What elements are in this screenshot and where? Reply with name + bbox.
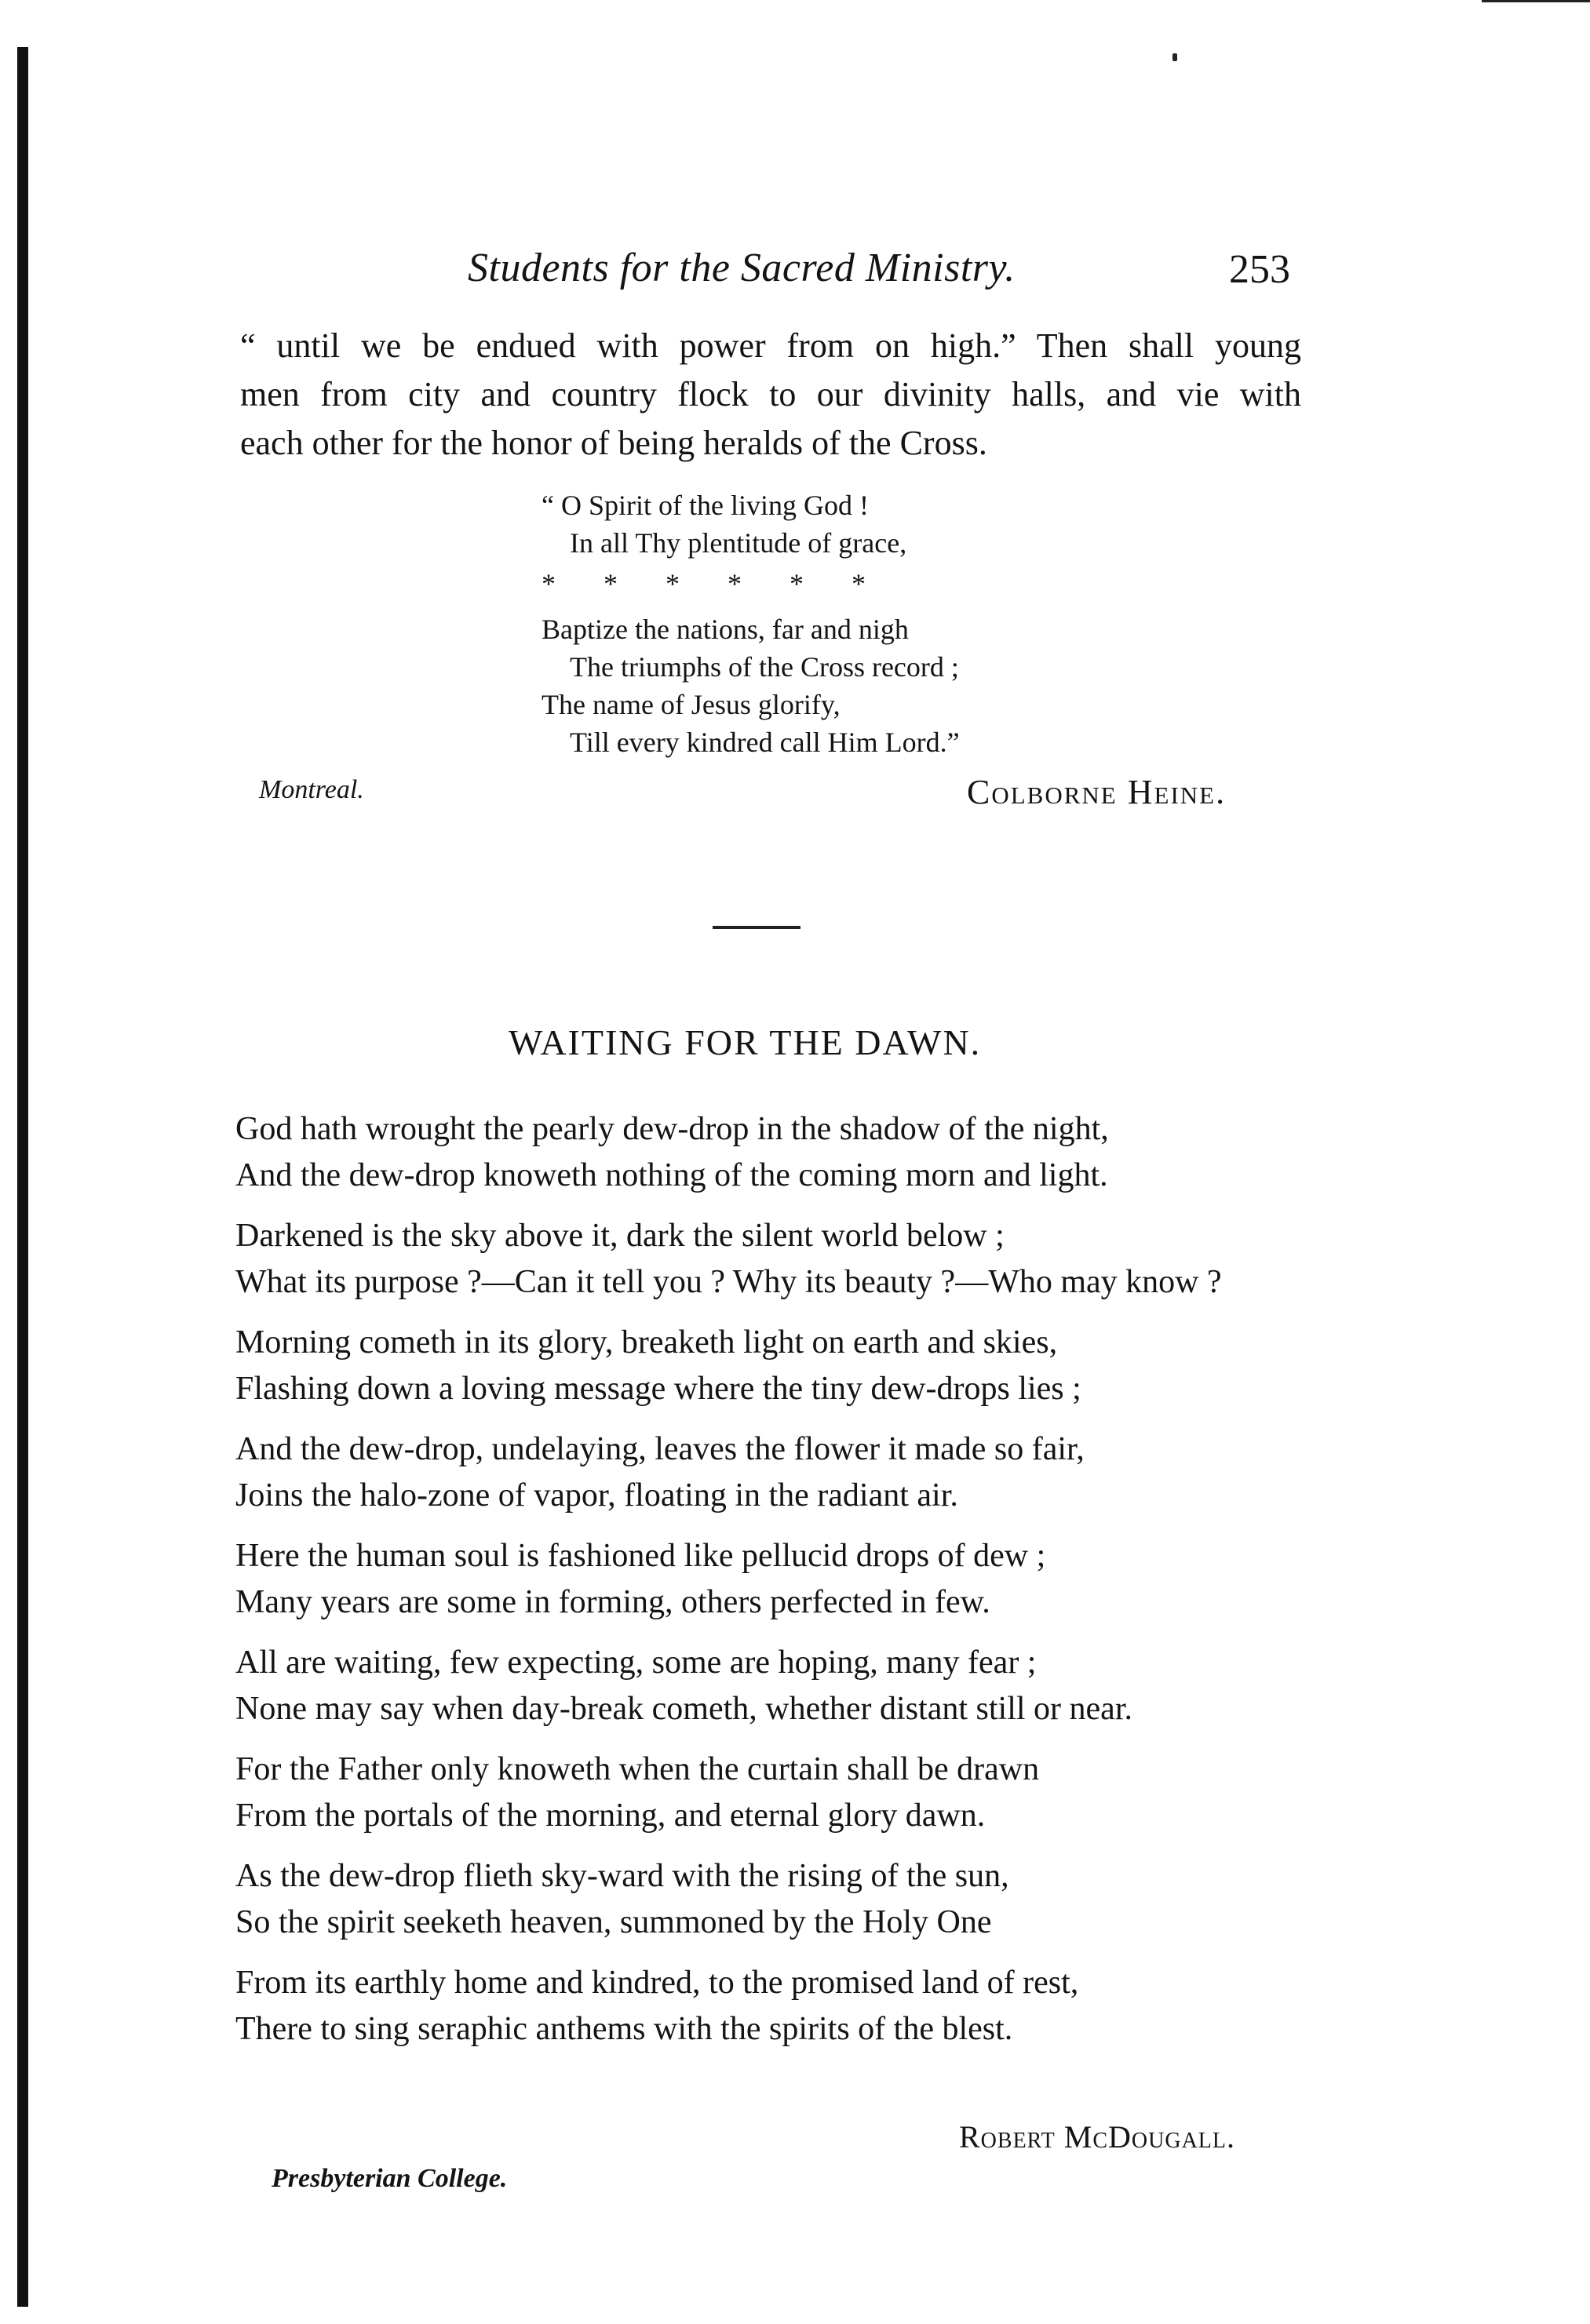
opening-paragraph: [240, 322, 1301, 468]
paragraph-line: each other for the honor of being heralds of the Cross.: [240, 424, 987, 462]
poem-line: None may say when day-break cometh, whether distant still or near.: [235, 1691, 1132, 1727]
poem-line: From the portals of the morning, and eternal glory dawn.: [235, 1798, 986, 1834]
poem-line: And the dew-drop, undelaying, leaves the flower it made so fair,: [235, 1431, 1085, 1467]
poem-stanza: [235, 1640, 1222, 1732]
poem-stanza: [235, 1960, 1222, 2053]
verse-line: The triumphs of the Cross record ;: [570, 651, 959, 683]
poem-stanza: [235, 1426, 1222, 1519]
poem-stanza: [235, 1106, 1222, 1199]
verse-line: Baptize the nations, far and nigh: [542, 614, 909, 645]
verse-line: In all Thy plentitude of grace,: [570, 527, 907, 559]
verse-ellipsis-stars: * * * * * *: [542, 568, 866, 599]
poem-line: There to sing seraphic anthems with the spirits of the blest.: [235, 2011, 1013, 2047]
poem-line: Darkened is the sky above it, dark the silent world below ;: [235, 1218, 1005, 1254]
verse-line: “ O Spirit of the living God !: [542, 490, 869, 521]
poem-stanza: [235, 1533, 1222, 1626]
signature-author-mcdougall: Robert McDougall.: [959, 2119, 1235, 2155]
poem-title: WAITING FOR THE DAWN.: [509, 1022, 982, 1062]
paragraph-line: men from city and country flock to our divinity halls, and vie with: [240, 375, 1301, 413]
poem-line: Joins the halo-zone of vapor, floating in the radiant air.: [235, 1477, 958, 1514]
poem-stanza: [235, 1853, 1222, 1946]
poem-stanza: [235, 1213, 1222, 1306]
hymn-quotation: [542, 486, 960, 761]
poem-line: And the dew-drop knoweth nothing of the coming morn and light.: [235, 1157, 1108, 1193]
scan-edge-bar: [17, 47, 28, 2307]
poem-line: So the spirit seeketh heaven, summoned by the Holy One: [235, 1904, 992, 1940]
running-title: Students for the Sacred Ministry.: [468, 246, 1016, 290]
poem-line: What its purpose ?—Can it tell you ? Why its beauty ?—Who may know ?: [235, 1264, 1222, 1300]
poem-line: From its earthly home and kindred, to the promised land of rest,: [235, 1965, 1079, 2001]
poem-body: [235, 1106, 1222, 2067]
section-divider: [713, 926, 800, 929]
signature-place-montreal: Montreal.: [259, 775, 364, 804]
paragraph-line: “ until we be endued with power from on high.” Then shall young: [240, 326, 1301, 365]
poem-line: Many years are some in forming, others perfected in few.: [235, 1584, 990, 1620]
poem-line: For the Father only knoweth when the curtain shall be drawn: [235, 1751, 1040, 1787]
signature-place-college: Presbyterian College.: [272, 2164, 508, 2193]
page-number: 253: [1229, 247, 1290, 292]
scan-corner-mark: [1482, 0, 1590, 15]
ink-speck: [1172, 53, 1177, 61]
poem-line: Here the human soul is fashioned like pellucid drops of dew ;: [235, 1538, 1046, 1574]
poem-line: All are waiting, few expecting, some are hoping, many fear ;: [235, 1645, 1037, 1681]
verse-line: The name of Jesus glorify,: [542, 689, 841, 720]
signature-author-heine: Colborne Heine.: [967, 773, 1227, 811]
poem-line: God hath wrought the pearly dew-drop in the shadow of the night,: [235, 1111, 1109, 1147]
verse-line: Till every kindred call Him Lord.”: [570, 727, 960, 758]
poem-line: As the dew-drop flieth sky-ward with the rising of the sun,: [235, 1858, 1009, 1894]
poem-stanza: [235, 1320, 1222, 1412]
poem-line: Morning cometh in its glory, breaketh light on earth and skies,: [235, 1324, 1058, 1361]
poem-stanza: [235, 1747, 1222, 1839]
poem-line: Flashing down a loving message where the tiny dew-drops lies ;: [235, 1371, 1081, 1407]
